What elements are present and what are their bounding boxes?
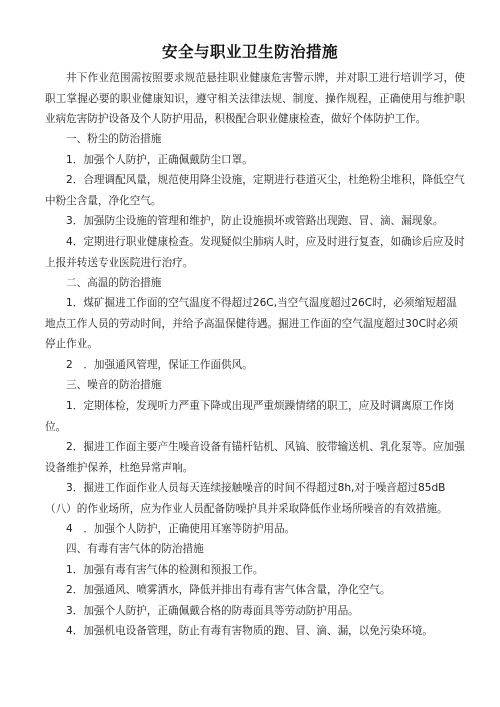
intro-paragraph: 井下作业范围需按照要求规范悬挂职业健康危害警示牌，并对职工进行培训学习，使职工掌握必要的职业健康知识，遵守相关法律法规、制度、操作规程，正确使用与维护职业病危害防护设备及个人防护用品，积极配合职业健康检查，做好个体防护工作。 [45,72,465,125]
section-heading-noise: 三、噪音的防治措施 [66,379,162,391]
dust-item-2: 2．合理调配风量，规范使用降尘设施，定期进行巷道灭尘，杜绝粉尘堆积，降低空气中粉尘含量，净化空气。 [45,174,465,207]
noise-item-2: 2．掘进工作面主要产生噪音设备有锚杆钻机、风镐、胶带输送机、乳化泵等。应加强设备维护保养，杜绝异常声响。 [45,441,465,474]
gas-item-3: 3．加强个人防护，正确佩戴合格的防毒面具等劳动防护用品。 [66,605,359,617]
gas-item-2: 2．加强通风、喷雾洒水，降低并排出有毒有害气体含量，净化空气。 [66,584,391,596]
dust-item-3: 3．加强防尘设施的管理和维护，防止设施损坏或管路出现跑、冒、滴、漏现象。 [66,215,444,227]
heat-item-1: 1．煤矿掘进工作面的空气温度不得超过26C,当空气温度超过26C时，必须缩短超温地点工作人员的劳动时间，并给予高温保健待遇。掘进工作面的空气温度超过30C时必须停止作业。 [45,297,458,350]
heat-item-2: 2 ．加强通风管理，保证工作面供风。 [66,359,253,371]
noise-item-3: 3．掘进工作面作业人员每天连续接触噪音的时间不得超过8h,对于噪音超过85dB（八）的作业场所，应为作业人员配备防噪护具并采取降低作业场所噪音的有效措施。 [45,482,448,515]
dust-item-4: 4．定期进行职业健康检查。发现疑似尘肺病人时，应及时进行复查，如确诊后应及时上报并转送专业医院进行治疗。 [45,236,465,269]
noise-item-4: 4 ．加强个人防护，正确使用耳塞等防护用品。 [66,523,296,535]
section-heading-gas: 四、有毒有害气体的防治措施 [66,543,204,555]
noise-item-1: 1．定期体检，发现听力严重下降或出现严重烦躁情绪的职工，应及时调离原工作岗位。 [45,400,455,433]
document-title: 安全与职业卫生防治措施 [161,43,338,61]
gas-item-1: 1．加强有毒有害气体的检测和预报工作。 [66,564,264,576]
section-heading-heat: 二、高温的防治措施 [66,277,162,289]
section-heading-dust: 一、粉尘的防治措施 [66,133,162,145]
dust-item-1: 1．加强个人防护，正确佩戴防尘口罩。 [66,154,253,166]
gas-item-4: 4．加强机电设备管理，防止有毒有害物质的跑、冒、滴、漏，以免污染环境。 [66,625,433,637]
